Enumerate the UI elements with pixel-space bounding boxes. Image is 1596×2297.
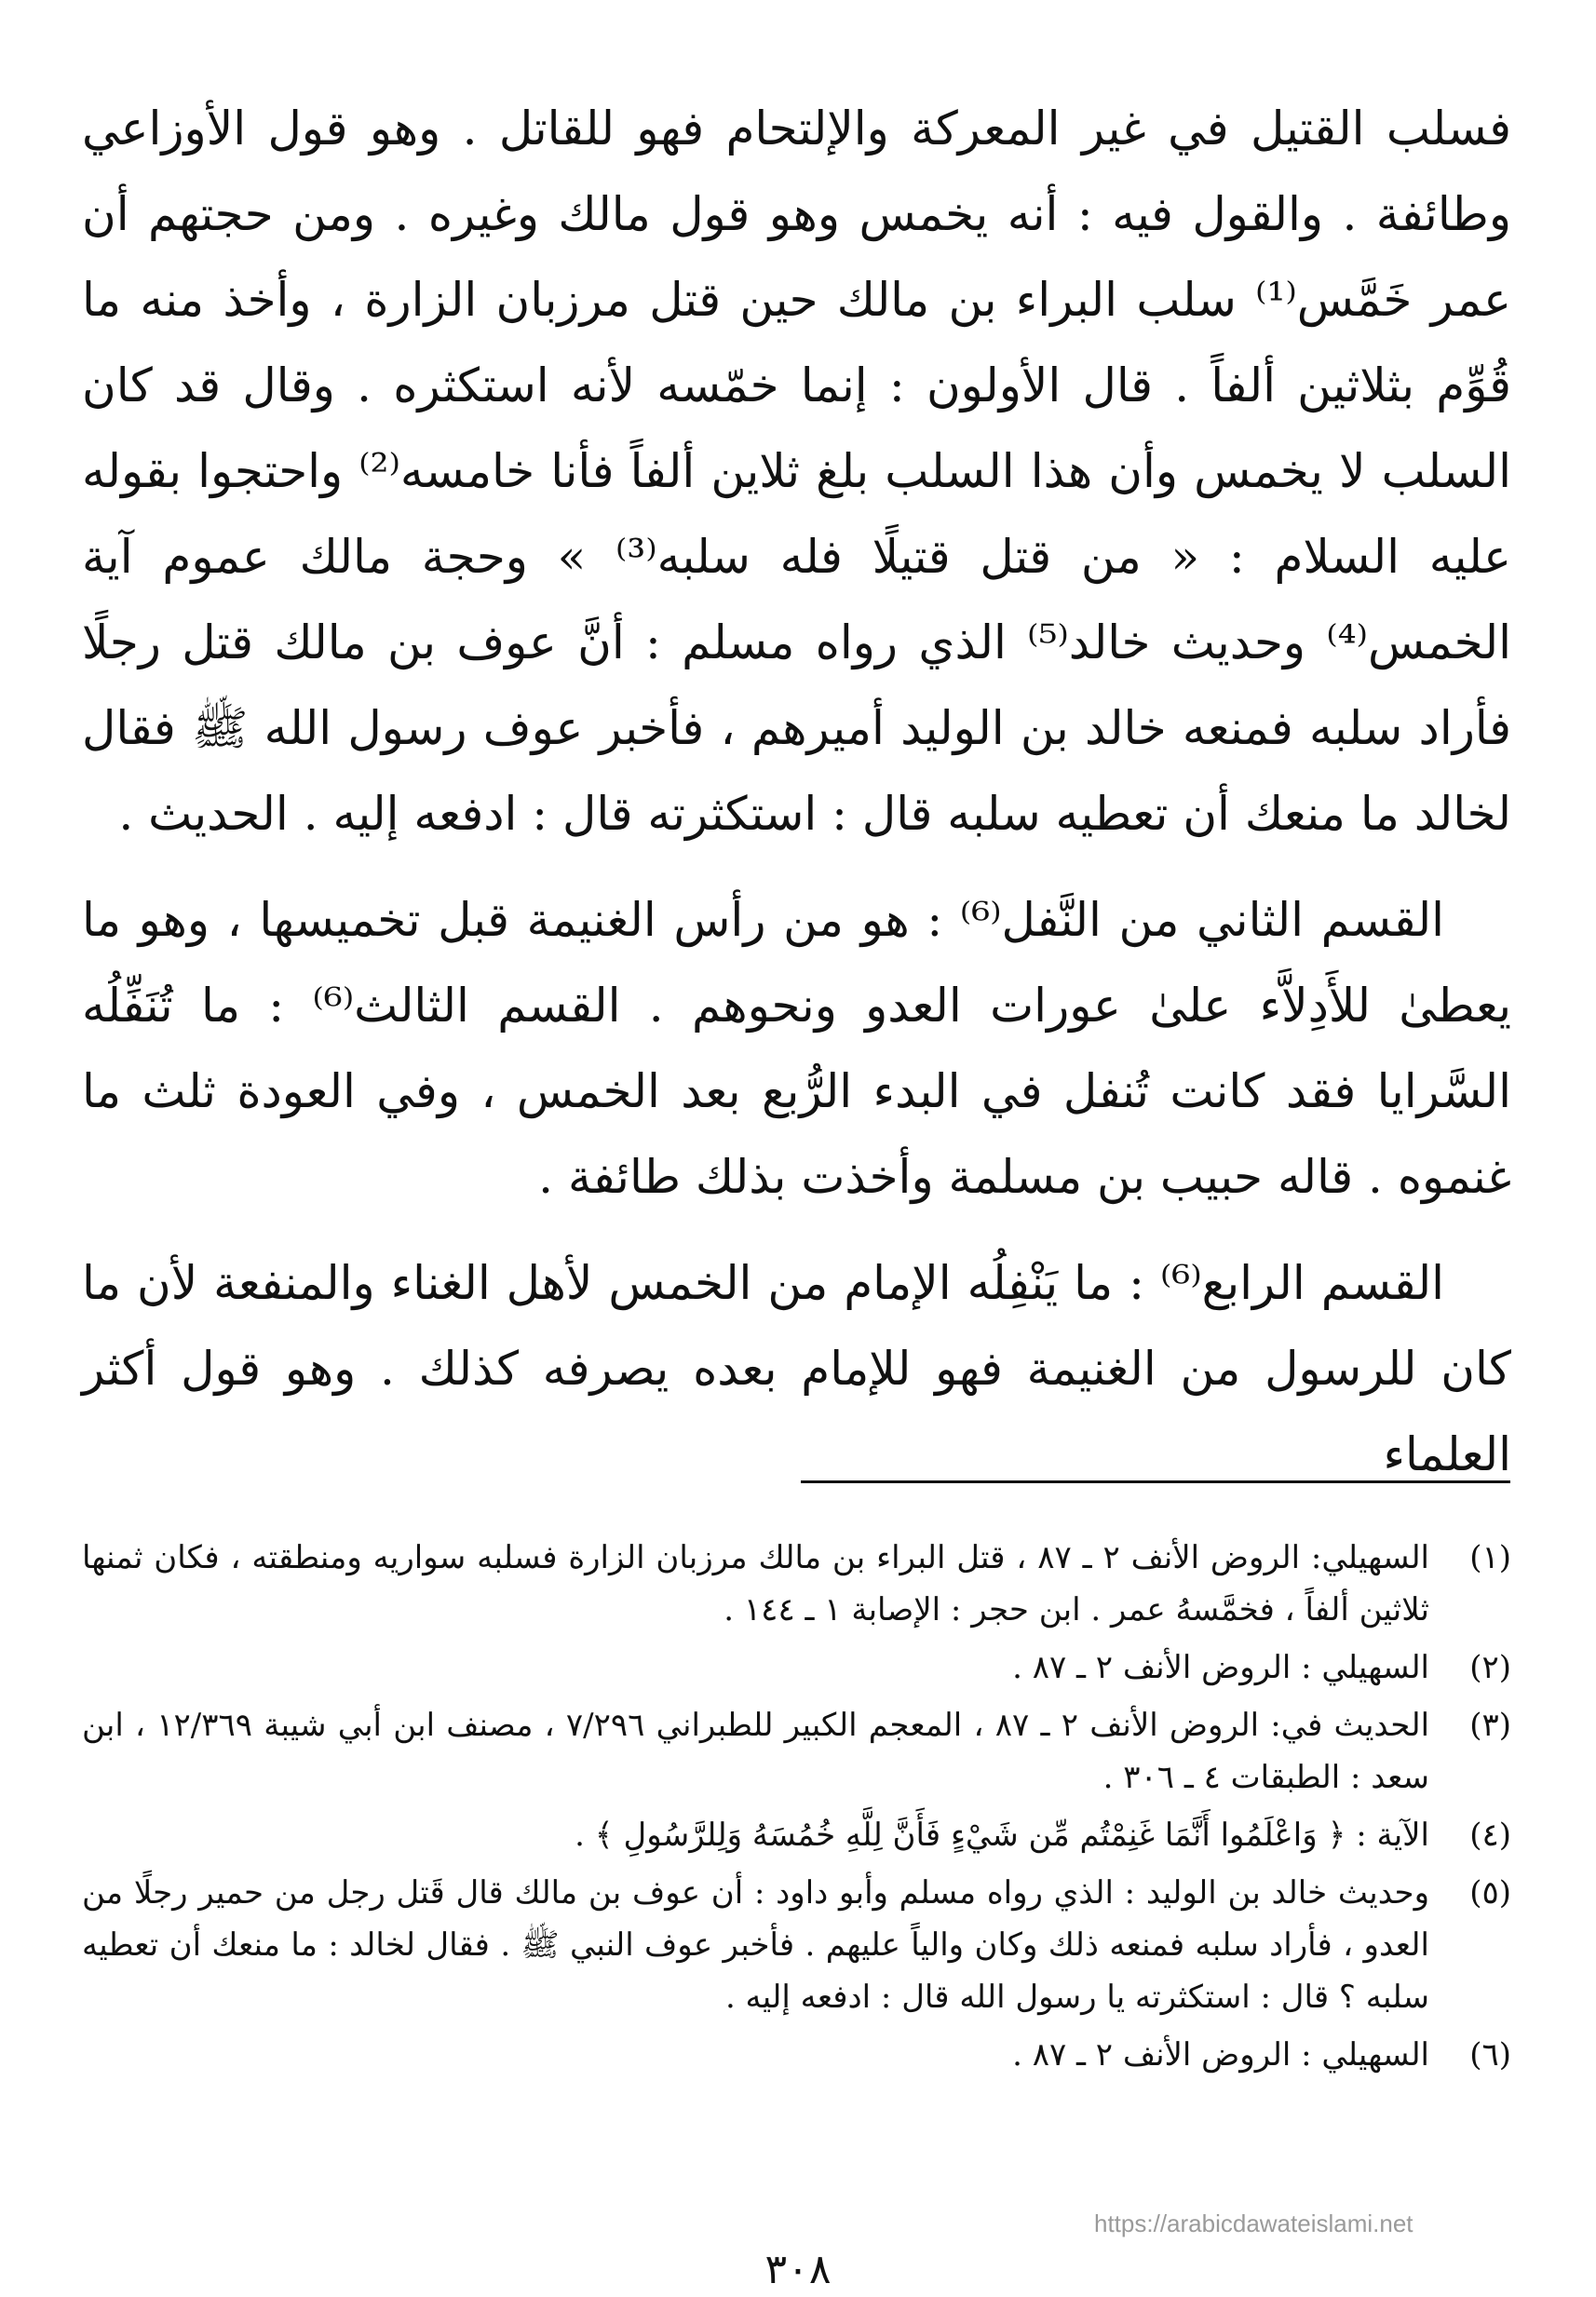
paragraph-1: فسلب القتيل في غير المعركة والإلتحام فهو للقاتل . وهو قول الأوزاعي وطائفة . والقول فيه : أنه يخمس وهو قول مالك وغيره . ومن حجتهم أن عمر خَمَّس⁽¹⁾ سلب البراء بن مالك حين قتل مرزبان الزارة ، وأخذ منه ما قُوِّم بثلاثين ألفاً . قال الأولون : إنما خمّسه لأنه استكثره . وقال قد كان السلب لا يخمس وأن هذا السلب بلغ ثلاين ألفاً فأنا خامسه⁽²⁾ واحتجوا بقوله عليه السلام : « من قتل قتيلًا فله سلبه⁽³⁾ » وحجة مالك عموم آية الخمس⁽⁴⁾ وحديث خالد⁽⁵⁾ الذي رواه مسلم : أنَّ عوف بن مالك قتل رجلًا فأراد سلبه فمنعه خالد بن الوليد أميرهم ، فأخبر عوف رسول الله ﷺ فقال لخالد ما منعك أن تعطيه سلبه قال : استكثرته قال : ادفعه إليه . الحديث . — [82, 101, 1512, 841]
footnote-text: الحديث في: الروض الأنف ٢ ـ ٨٧ ، المعجم الكبير للطبراني ٧/٢٩٦ ، مصنف ابن أبي شيبة ١٢/٣٦٩ ، ابن سعد : الطبقات ٤ ـ ٣٠٦ . — [82, 1707, 1430, 1796]
footnote-text: وحديث خالد بن الوليد : الذي رواه مسلم وأبو داود : أن عوف بن مالك قال قَتل رجل من حمير رجلًا من العدو ، فأراد سلبه فمنعه ذلك وكان والياً عليهم . فأخبر عوف النبي ﷺ . فقال لخالد : ما منعك أن تعطيه سلبه ؟ قال : استكثرته يا رسول الله قال : ادفعه إليه . — [82, 1874, 1429, 2016]
footnote-number: (٤) — [1469, 1817, 1511, 1854]
footnote-text: السهيلي : الروض الأنف ٢ ـ ٨٧ . — [1012, 2036, 1429, 2074]
footnote-4 — [82, 1809, 1511, 1861]
footnote-6 — [82, 2029, 1511, 2081]
footnote-separator — [801, 1480, 1510, 1483]
footnote-2 — [82, 1642, 1511, 1694]
footnote-number: (٢) — [1469, 1649, 1511, 1686]
footnote-number: (١) — [1469, 1539, 1511, 1576]
footnote-number: (٦) — [1469, 2036, 1511, 2074]
main-text — [82, 86, 1511, 1518]
footnote-3 — [82, 1699, 1511, 1804]
footnote-number: (٥) — [1469, 1874, 1511, 1912]
footnote-5 — [82, 1867, 1511, 2023]
footnote-text: الآية : ﴿ وَاعْلَمُوا أَنَّمَا غَنِمْتُم مِّن شَيْءٍ فَأَنَّ لِلَّهِ خُمُسَهُ وَلِلرَّسُولِ ﴾ . — [575, 1817, 1429, 1854]
paragraph-3: القسم الرابع⁽⁶⁾ : ما يَنْفِلُه الإمام من الخمس لأهل الغناء والمنفعة لأن ما كان للرسول من الغنيمة فهو للإمام بعده يصرفه كذلك . وهو قول أكثر العلماء — [82, 1256, 1511, 1481]
page-number: ٣٠٨ — [764, 2246, 832, 2293]
footnote-text: السهيلي : الروض الأنف ٢ ـ ٨٧ . — [1012, 1649, 1429, 1686]
footnote-text: السهيلي: الروض الأنف ٢ ـ ٨٧ ، قتل البراء بن مالك مرزبان الزارة فسلبه سواريه ومنطقته ، فكان ثمنها ثلاثين ألفاً ، فخمَّسهُ عمر . ابن حجر : الإصابة ١ ـ ١٤٤ . — [82, 1539, 1429, 1628]
footnote-1 — [82, 1532, 1511, 1636]
footnotes — [82, 1532, 1511, 2087]
watermark-url: https://arabicdawateislami.net — [1094, 2209, 1413, 2237]
footnote-number: (٣) — [1469, 1707, 1511, 1744]
paragraph-2: القسم الثاني من النَّفل⁽⁶⁾ : هو من رأس الغنيمة قبل تخميسها ، وهو ما يعطىٰ للأَدِلاَّء علىٰ عورات العدو ونحوهم . القسم الثالث⁽⁶⁾ : ما تُنَفِّلُه السَّرايا فقد كانت تُنفل في البدء الرُّبع بعد الخمس ، وفي العودة ثلث ما غنموه . قاله حبيب بن مسلمة وأخذت بذلك طائفة . — [82, 893, 1511, 1204]
